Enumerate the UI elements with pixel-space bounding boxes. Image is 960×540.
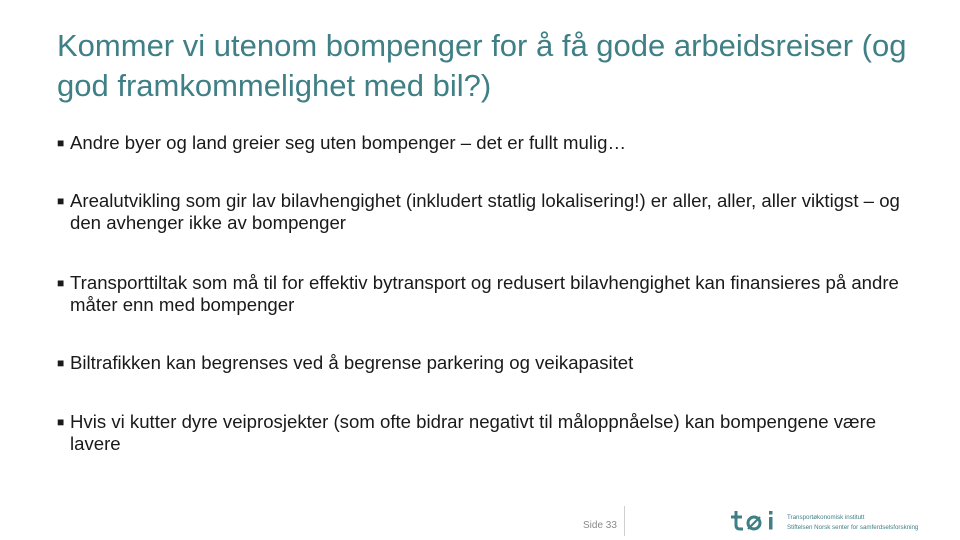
bullet-text: Arealutvikling som gir lav bilavhengighet (inkludert statlig lokalisering!) er aller, aller, aller viktigst – og den avhenger ikke av bompenger — [70, 190, 900, 233]
bullet-square-icon: ■ — [57, 415, 65, 429]
page-number: Side 33 — [583, 520, 617, 531]
slide-title: Kommer vi utenom bompenger for å få gode arbeidsreiser (og god framkommelighet med bil?) — [57, 28, 907, 103]
bullet-square-icon: ■ — [57, 276, 65, 290]
toi-logo — [730, 509, 778, 531]
bullet-item — [57, 352, 910, 374]
bullet-item — [57, 411, 910, 455]
institute-line-2: Stiftelsen Norsk senter for samferdselsforskning — [787, 524, 919, 531]
bullet-text: Transporttiltak som må til for effektiv bytransport og redusert bilavhengighet kan finansieres på andre måter enn med bompenger — [70, 272, 899, 315]
institute-line-1: Transportøkonomisk institutt — [787, 514, 865, 521]
bullet-text: Andre byer og land greier seg uten bompenger – det er fullt mulig… — [70, 132, 627, 153]
bullet-item — [57, 272, 910, 316]
bullet-item — [57, 190, 910, 234]
bullet-square-icon: ■ — [57, 194, 65, 208]
bullet-square-icon: ■ — [57, 136, 65, 150]
footer-divider — [624, 506, 625, 536]
bullet-text: Biltrafikken kan begrenses ved å begrense parkering og veikapasitet — [70, 352, 634, 373]
institute-name — [787, 513, 957, 533]
bullet-item — [57, 132, 910, 154]
bullet-square-icon: ■ — [57, 356, 65, 370]
bullet-text: Hvis vi kutter dyre veiprosjekter (som ofte bidrar negativt til måloppnåelse) kan bompengene være lavere — [70, 411, 877, 454]
